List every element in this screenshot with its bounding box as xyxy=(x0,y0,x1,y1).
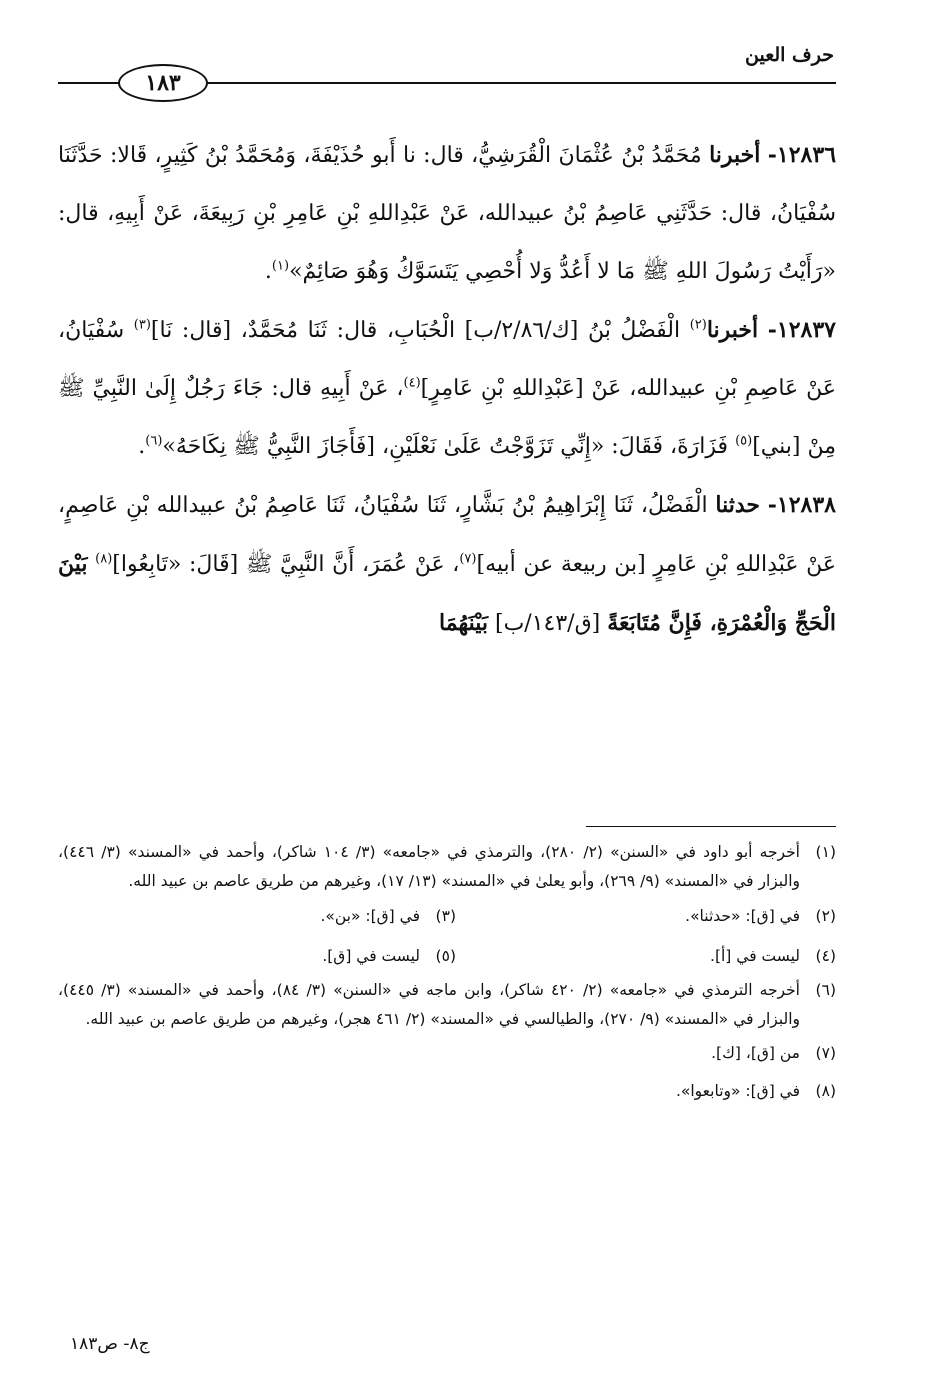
footnote-text: ليست في [أ]. xyxy=(710,946,800,965)
hadith-text: فَزَارَةَ، فَقَالَ: «إِنِّي تَزَوَّجْتُ عَلَىٰ نَعْلَيْنِ، [فَأَجَازَ النَّبِيُّ ﷺ نِكَاحَهُ» xyxy=(162,434,729,459)
footnote-text: ليست في [ق]. xyxy=(322,946,420,965)
footnote-8 xyxy=(58,1072,836,1110)
footnote-row-4-5 xyxy=(58,936,836,976)
footnote-ref[interactable]: (٨) xyxy=(95,551,113,567)
footnote-ref[interactable]: (٦) xyxy=(145,433,163,449)
hadith-text: مُحَمَّدُ بْنُ عُثْمَانَ الْقُرَشِيُّ، قال: نا أَبو حُذَيْفَةَ، وَمُحَمَّدُ بْنُ كَثِيرٍ، قَالا: حَدَّثَنَا سُفْيَانُ، قال: حَدَّثَنِي عَاصِمُ بْنُ عبيدالله، عَنْ عَبْدِاللهِ بْنِ عَامِرِ بْنِ رَبِيعَةَ، عَنْ أَبِيهِ، قال: «رَأَيْتُ رَسُولَ اللهِ ﷺ مَا لا أَعُدُّ وَلا أُحْصِي يَتَسَوَّكُ وَهُوَ صَائِمٌ» xyxy=(58,143,836,284)
volume-page-reference: ج٨- ص١٨٣ xyxy=(70,1334,150,1354)
hadith-text: الْفَضْلُ بْنُ [ك/٢/٨٦/ب] الْحُبَابِ، قال: ثَنَا مُحَمَّدٌ، [قال: نَا] xyxy=(150,318,681,343)
hadith-number: ١٢٨٣٦- xyxy=(767,142,837,168)
footnote-number: (٦) xyxy=(815,981,836,999)
footnote-6 xyxy=(58,976,836,1034)
footnote-text: في [ق]: «وتابعوا». xyxy=(675,1081,800,1100)
hadith-end: . xyxy=(138,434,146,459)
footnote-text: أخرجه أبو داود في «السنن» (٢/ ٢٨٠)، والترمذي في «جامعه» (٣/ ١٠٤ شاكر)، وأحمد في «المسند» (٣/ ٤٤٦)، والبزار في «المسند» (٩/ ٢٦٩)، وأبو يعلىٰ في «المسند» (١٣/ ١٧)، وغيرهم من طريق عاصم بن عبيد الله. xyxy=(58,843,800,890)
manuscript-ref: [ق/١٤٣/ب] xyxy=(494,611,601,636)
page-number-badge xyxy=(118,64,208,102)
footnote-number: (٨) xyxy=(815,1081,836,1100)
footnote-ref[interactable]: (٢) xyxy=(689,317,707,333)
footnote-number: (٥) xyxy=(435,946,456,965)
footnote-ref[interactable]: (٥) xyxy=(735,433,753,449)
footnote-text: في [ق]: «حدثنا». xyxy=(685,906,800,925)
footnote-text: في [ق]: «بن». xyxy=(320,906,420,925)
hadith-end: . xyxy=(264,259,272,284)
footnote-ref[interactable]: (٤) xyxy=(403,375,421,391)
hadith-12838 xyxy=(58,476,836,653)
footnote-ref[interactable]: (١) xyxy=(271,258,290,274)
footnote-number: (٤) xyxy=(815,946,836,965)
footnote-number: (٧) xyxy=(815,1043,836,1062)
footnote-number: (٢) xyxy=(815,906,836,925)
footnote-5 xyxy=(76,942,456,971)
hadith-lead-word: حدثنا xyxy=(715,492,761,518)
hadith-12837 xyxy=(58,301,836,476)
footnote-1 xyxy=(58,838,836,896)
footnote-7 xyxy=(58,1034,836,1072)
footnote-4 xyxy=(456,942,836,971)
running-header-title: حرف العين xyxy=(745,44,834,66)
hadith-text: سُفْيَانُ، عَنْ عَاصِمِ بْنِ عبيدالله، عَنْ [عَبْدِاللهِ بْنِ عَامِرٍ] xyxy=(58,318,836,401)
footnote-text: من [ق]، [ك]. xyxy=(711,1043,800,1062)
hadith-text-bold: بَيْنَ الْحَجِّ وَالْعُمْرَةِ، فَإِنَّ مُتَابَعَةً xyxy=(58,551,836,636)
footnote-ref[interactable]: (٧) xyxy=(459,551,477,567)
footnote-row-2-3 xyxy=(58,896,836,936)
footnote-2 xyxy=(456,902,836,931)
footnote-text: أخرجه الترمذي في «جامعه» (٢/ ٤٢٠ شاكر)، وابن ماجه في «السنن» (٣/ ٨٤)، وأحمد في «المسند» (٣/ ٤٤٥)، والبزار في «المسند» (٩/ ٢٧٠)، والطيالسي في «المسند» (٢/ ٤٦١ هجر)، وغيرهم من طريق عاصم بن عبيد الله. xyxy=(58,981,800,1028)
hadith-text-bold: بَيْنَهُمَا xyxy=(439,610,488,636)
footnote-3 xyxy=(76,902,456,931)
main-text xyxy=(58,126,836,653)
hadith-text: ، عَنْ أَبِيهِ قال: جَاءَ رَجُلٌ إِلَىٰ النَّبِيِّ ﷺ مِنْ [بني] xyxy=(58,376,836,459)
footnotes xyxy=(58,838,836,1110)
footnote-number: (١) xyxy=(815,843,836,861)
hadith-text: الْفَضْلُ، ثَنَا إِبْرَاهِيمُ بْنُ بَشَّارٍ، ثَنَا سُفْيَانُ، ثَنَا عَاصِمُ بْنُ عبيدالله بْنِ عَاصِمٍ، عَنْ عَبْدِاللهِ بْنِ عَامِرٍ [بن ربيعة عن أبيه] xyxy=(58,493,836,577)
footnote-ref[interactable]: (٣) xyxy=(133,317,151,333)
footnote-rule xyxy=(586,826,836,827)
hadith-12836 xyxy=(58,126,836,301)
hadith-text: ، عَنْ عُمَرَ، أَنَّ النَّبِيَّ ﷺ [قَالَ: «تَابِعُوا] xyxy=(112,552,460,577)
hadith-lead-word: أخبرنا xyxy=(709,142,761,168)
hadith-number: ١٢٨٣٧- xyxy=(767,317,836,343)
hadith-lead-word: أخبرنا xyxy=(706,317,759,343)
page-number: ١٨٣ xyxy=(145,70,181,96)
hadith-number: ١٢٨٣٨- xyxy=(767,492,836,518)
footnote-number: (٣) xyxy=(435,906,456,925)
